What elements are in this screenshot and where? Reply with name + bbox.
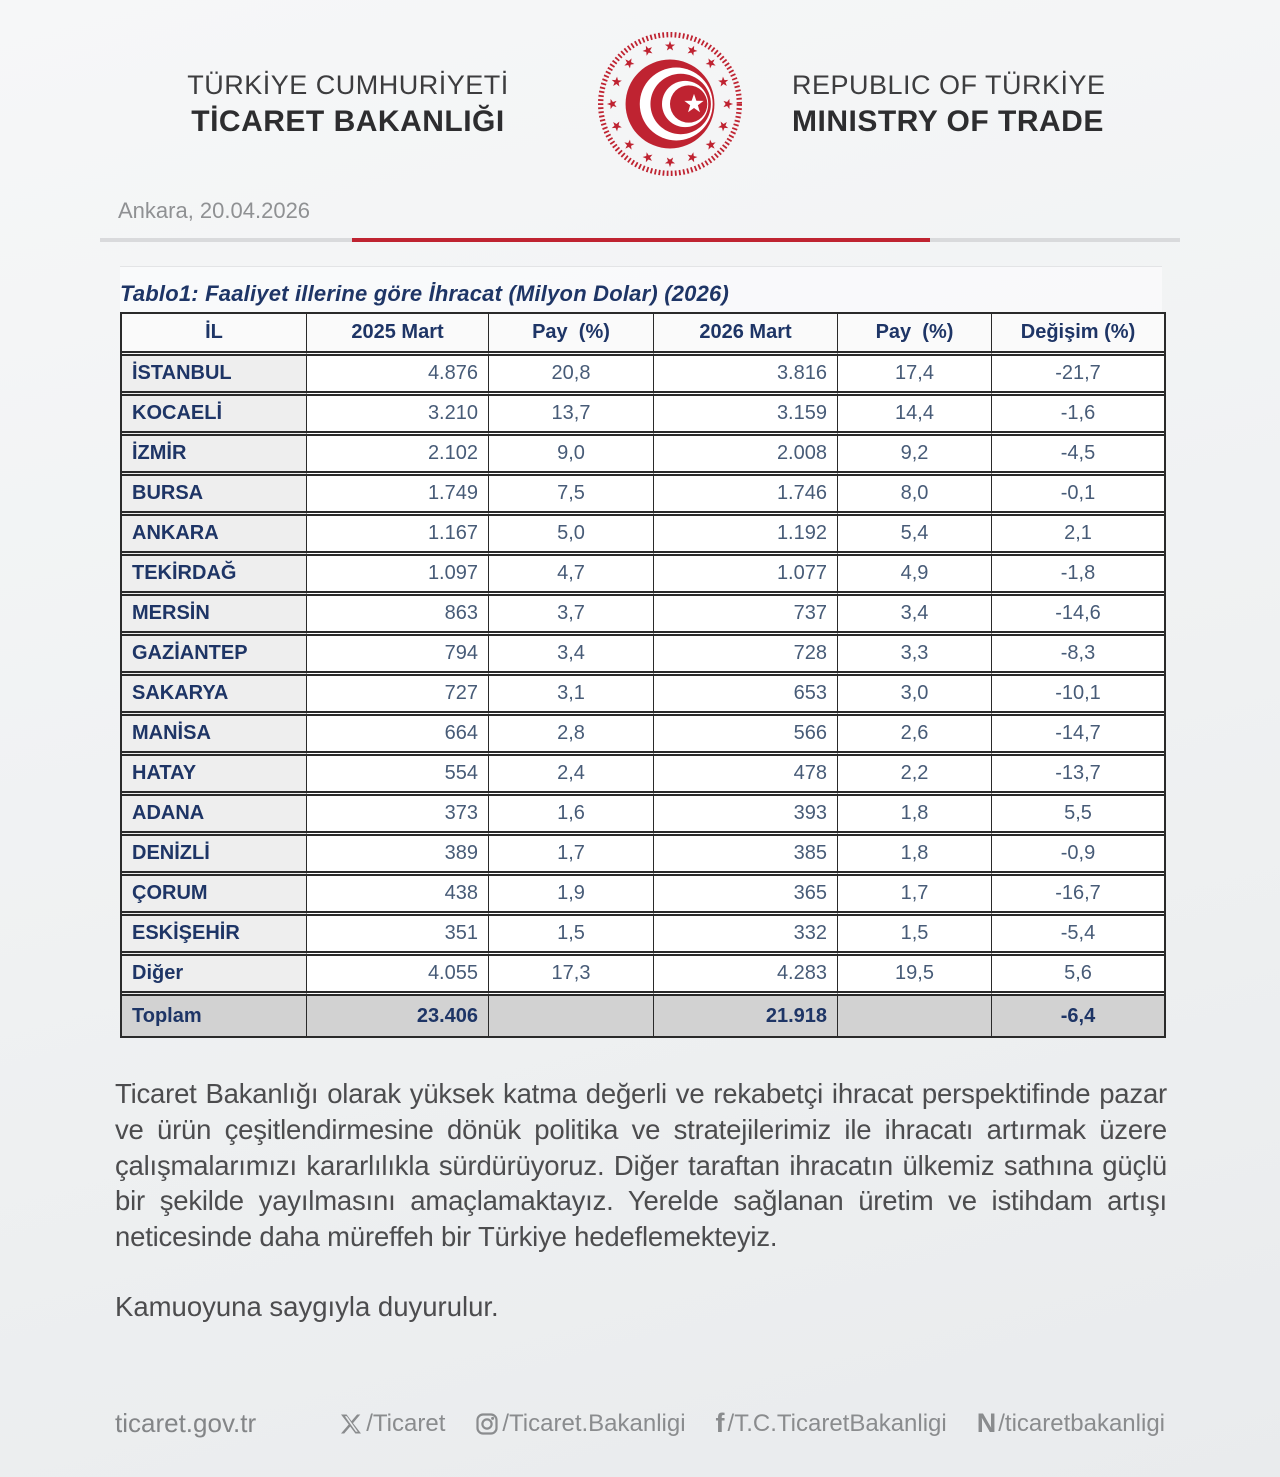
export-by-province-table bbox=[120, 312, 1166, 1038]
table-row bbox=[122, 956, 1164, 996]
value-cell: -0,9 bbox=[992, 836, 1164, 876]
table-row bbox=[122, 716, 1164, 756]
province-cell: BURSA bbox=[122, 476, 307, 516]
value-cell: 794 bbox=[307, 636, 489, 676]
table-row bbox=[122, 796, 1164, 836]
province-cell: ESKİŞEHİR bbox=[122, 916, 307, 956]
table-header bbox=[122, 314, 1164, 356]
value-cell: 20,8 bbox=[489, 356, 654, 396]
value-cell: 5,5 bbox=[992, 796, 1164, 836]
total-pay-2025 bbox=[489, 996, 654, 1036]
divider-gray-right bbox=[930, 238, 1180, 242]
x-handle: /Ticaret bbox=[366, 1409, 446, 1437]
table-row bbox=[122, 516, 1164, 556]
header-row bbox=[122, 314, 1164, 356]
value-cell: 3,7 bbox=[489, 596, 654, 636]
value-cell: -0,1 bbox=[992, 476, 1164, 516]
instagram-icon bbox=[475, 1412, 499, 1436]
table-title: Tablo1: Faaliyet illerine göre İhracat (Milyon Dolar) (2026) bbox=[120, 281, 730, 306]
value-cell: 2,6 bbox=[838, 716, 992, 756]
value-cell: 17,4 bbox=[838, 356, 992, 396]
province-cell: Diğer bbox=[122, 956, 307, 996]
social-link-nsosyal[interactable] bbox=[977, 1410, 1165, 1438]
value-cell: 365 bbox=[654, 876, 838, 916]
province-cell: HATAY bbox=[122, 756, 307, 796]
value-cell: 1,8 bbox=[838, 836, 992, 876]
facebook-handle: /T.C.TicaretBakanligi bbox=[727, 1409, 947, 1437]
province-cell: MERSİN bbox=[122, 596, 307, 636]
province-cell: MANİSA bbox=[122, 716, 307, 756]
table-body bbox=[122, 356, 1164, 996]
value-cell: 3,1 bbox=[489, 676, 654, 716]
value-cell: 438 bbox=[307, 876, 489, 916]
col-header-pay-2025: Pay (%) bbox=[489, 314, 654, 356]
value-cell: 727 bbox=[307, 676, 489, 716]
value-cell: 5,4 bbox=[838, 516, 992, 556]
province-cell: ADANA bbox=[122, 796, 307, 836]
province-cell: SAKARYA bbox=[122, 676, 307, 716]
value-cell: 1.077 bbox=[654, 556, 838, 596]
value-cell: -1,6 bbox=[992, 396, 1164, 436]
province-cell: İZMİR bbox=[122, 436, 307, 476]
export-table-panel bbox=[120, 266, 1162, 1038]
province-cell: TEKİRDAĞ bbox=[122, 556, 307, 596]
value-cell: 1.097 bbox=[307, 556, 489, 596]
value-cell: 5,6 bbox=[992, 956, 1164, 996]
province-cell: DENİZLİ bbox=[122, 836, 307, 876]
col-header-2025-mart: 2025 Mart bbox=[307, 314, 489, 356]
social-link-instagram[interactable] bbox=[475, 1410, 685, 1438]
value-cell: 4.055 bbox=[307, 956, 489, 996]
value-cell: 4.283 bbox=[654, 956, 838, 996]
total-row bbox=[122, 996, 1164, 1036]
value-cell: 3,4 bbox=[838, 596, 992, 636]
masthead bbox=[0, 0, 1280, 184]
total-pay-2026 bbox=[838, 996, 992, 1036]
table-row bbox=[122, 596, 1164, 636]
value-cell: 653 bbox=[654, 676, 838, 716]
value-cell: -4,5 bbox=[992, 436, 1164, 476]
value-cell: 3,3 bbox=[838, 636, 992, 676]
value-cell: 664 bbox=[307, 716, 489, 756]
x-icon bbox=[339, 1412, 363, 1436]
table-row bbox=[122, 396, 1164, 436]
republic-line-tr: TÜRKİYE CUMHURİYETİ bbox=[187, 69, 509, 100]
header-divider bbox=[100, 238, 1180, 242]
province-cell: ÇORUM bbox=[122, 876, 307, 916]
value-cell: 554 bbox=[307, 756, 489, 796]
total-degisim: -6,4 bbox=[992, 996, 1164, 1036]
province-cell: İSTANBUL bbox=[122, 356, 307, 396]
divider-red-segment bbox=[352, 238, 930, 242]
value-cell: 19,5 bbox=[838, 956, 992, 996]
value-cell: -14,7 bbox=[992, 716, 1164, 756]
social-links bbox=[339, 1410, 1165, 1438]
value-cell: 13,7 bbox=[489, 396, 654, 436]
value-cell: 9,0 bbox=[489, 436, 654, 476]
col-header-2026-mart: 2026 Mart bbox=[654, 314, 838, 356]
value-cell: 2.102 bbox=[307, 436, 489, 476]
value-cell: 2,4 bbox=[489, 756, 654, 796]
value-cell: 1,8 bbox=[838, 796, 992, 836]
value-cell: -16,7 bbox=[992, 876, 1164, 916]
instagram-handle: /Ticaret.Bakanligi bbox=[502, 1409, 686, 1437]
total-2026-value: 21.918 bbox=[654, 996, 838, 1036]
value-cell: 2,1 bbox=[992, 516, 1164, 556]
value-cell: 9,2 bbox=[838, 436, 992, 476]
value-cell: 1.746 bbox=[654, 476, 838, 516]
value-cell: 566 bbox=[654, 716, 838, 756]
dateline: Ankara, 20.04.2026 bbox=[118, 198, 311, 223]
table-row bbox=[122, 756, 1164, 796]
value-cell: 393 bbox=[654, 796, 838, 836]
value-cell: 728 bbox=[654, 636, 838, 676]
facebook-icon: f bbox=[715, 1408, 725, 1438]
value-cell: 14,4 bbox=[838, 396, 992, 436]
ministry-of-trade-emblem-icon bbox=[590, 24, 750, 184]
total-label: Toplam bbox=[122, 996, 307, 1036]
value-cell: 1,7 bbox=[838, 876, 992, 916]
value-cell: -21,7 bbox=[992, 356, 1164, 396]
website-link[interactable]: ticaret.gov.tr bbox=[115, 1408, 257, 1438]
value-cell: 332 bbox=[654, 916, 838, 956]
value-cell: -10,1 bbox=[992, 676, 1164, 716]
value-cell: 8,0 bbox=[838, 476, 992, 516]
table-row bbox=[122, 476, 1164, 516]
value-cell: 1.167 bbox=[307, 516, 489, 556]
province-cell: KOCAELİ bbox=[122, 396, 307, 436]
value-cell: 4,7 bbox=[489, 556, 654, 596]
value-cell: 3,4 bbox=[489, 636, 654, 676]
value-cell: 1,5 bbox=[489, 916, 654, 956]
value-cell: 3.816 bbox=[654, 356, 838, 396]
col-header-il: İL bbox=[122, 314, 307, 356]
value-cell: 3,0 bbox=[838, 676, 992, 716]
value-cell: 1,5 bbox=[838, 916, 992, 956]
value-cell: 737 bbox=[654, 596, 838, 636]
ministry-name-turkish bbox=[148, 70, 548, 139]
value-cell: 3.210 bbox=[307, 396, 489, 436]
province-cell: ANKARA bbox=[122, 516, 307, 556]
ministry-line-en: MINISTRY OF TRADE bbox=[792, 104, 1104, 138]
statement-paragraph: Ticaret Bakanlığı olarak yüksek katma değerli ve rekabetçi ihracat perspektifinde pazar ve ürün çeşitlendirmesine dönük politika ve stratejilerimiz ile ihracatı artırmak üzere çalışmalarımızı kararlılıkla sürdürüyoruz. Diğer taraftan ihracatın ülkemiz sathına güçlü bir şekilde yayılmasını amaçlamaktayız. Yerelde sağlanan üretim ve istihdam artışı neticesinde daha müreffeh bir Türkiye hedeflemekteyiz. bbox=[115, 1078, 1167, 1252]
value-cell: 2,8 bbox=[489, 716, 654, 756]
col-header-degisim: Değişim (%) bbox=[992, 314, 1164, 356]
total-2025-value: 23.406 bbox=[307, 996, 489, 1036]
value-cell: -5,4 bbox=[992, 916, 1164, 956]
value-cell: 2,2 bbox=[838, 756, 992, 796]
value-cell: 1,6 bbox=[489, 796, 654, 836]
table-row bbox=[122, 876, 1164, 916]
value-cell: 1.192 bbox=[654, 516, 838, 556]
footer bbox=[0, 1408, 1280, 1477]
table-row bbox=[122, 676, 1164, 716]
value-cell: 373 bbox=[307, 796, 489, 836]
table-row bbox=[122, 916, 1164, 956]
value-cell: 17,3 bbox=[489, 956, 654, 996]
value-cell: 1.749 bbox=[307, 476, 489, 516]
nsosyal-icon: N bbox=[976, 1408, 996, 1438]
table-row bbox=[122, 356, 1164, 396]
value-cell: 7,5 bbox=[489, 476, 654, 516]
value-cell: 863 bbox=[307, 596, 489, 636]
col-header-pay-2026: Pay (%) bbox=[838, 314, 992, 356]
value-cell: -13,7 bbox=[992, 756, 1164, 796]
table-total-section bbox=[122, 996, 1164, 1036]
value-cell: 4.876 bbox=[307, 356, 489, 396]
value-cell: 1,7 bbox=[489, 836, 654, 876]
ministry-line-tr: TİCARET BAKANLIĞI bbox=[191, 104, 505, 138]
value-cell: 351 bbox=[307, 916, 489, 956]
value-cell: -14,6 bbox=[992, 596, 1164, 636]
value-cell: 1,9 bbox=[489, 876, 654, 916]
table-row bbox=[122, 436, 1164, 476]
table-row bbox=[122, 836, 1164, 876]
value-cell: 4,9 bbox=[838, 556, 992, 596]
value-cell: 3.159 bbox=[654, 396, 838, 436]
divider-gray-left bbox=[100, 238, 352, 242]
value-cell: 5,0 bbox=[489, 516, 654, 556]
ministry-name-english bbox=[792, 70, 1132, 139]
republic-line-en: REPUBLIC OF TÜRKİYE bbox=[792, 69, 1106, 100]
closing-line: Kamuoyuna saygıyla duyurulur. bbox=[115, 1290, 499, 1322]
value-cell: 478 bbox=[654, 756, 838, 796]
table-row bbox=[122, 636, 1164, 676]
table-row bbox=[122, 556, 1164, 596]
social-link-facebook[interactable] bbox=[716, 1410, 947, 1438]
value-cell: 2.008 bbox=[654, 436, 838, 476]
value-cell: -1,8 bbox=[992, 556, 1164, 596]
nsosyal-handle: /ticaretbakanligi bbox=[998, 1409, 1165, 1437]
value-cell: -8,3 bbox=[992, 636, 1164, 676]
value-cell: 389 bbox=[307, 836, 489, 876]
social-link-x[interactable] bbox=[339, 1410, 445, 1438]
value-cell: 385 bbox=[654, 836, 838, 876]
province-cell: GAZİANTEP bbox=[122, 636, 307, 676]
